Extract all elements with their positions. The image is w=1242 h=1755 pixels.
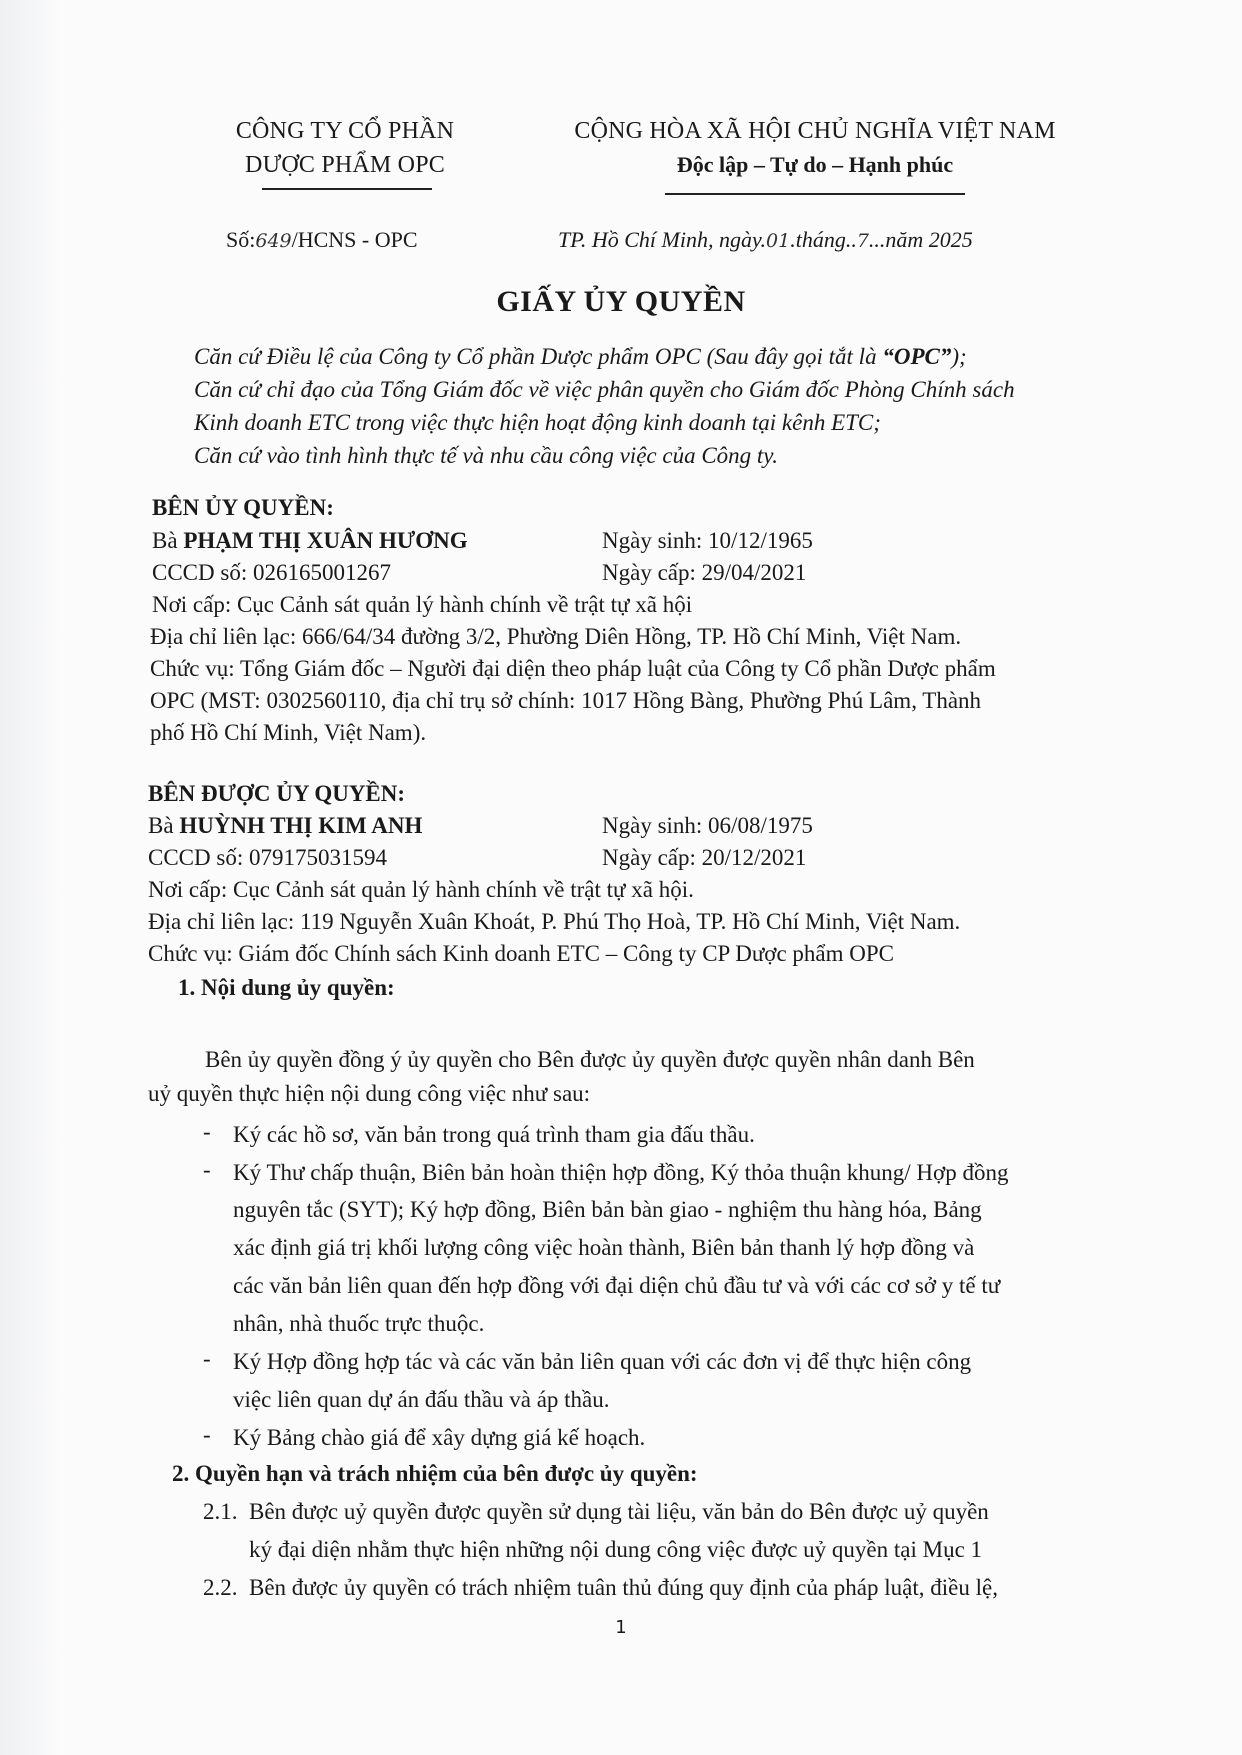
page-number: 1 [615, 1617, 627, 1638]
grantee-dob: Ngày sinh: 06/08/1975 [602, 813, 813, 838]
grantee-address: Địa chỉ liên lạc: 119 Nguyễn Xuân Khoát, P. Phú Thọ Hoà, TP. Hồ Chí Minh, Việt Nam. [148, 909, 961, 934]
company-name-line2: DƯỢC PHẨM OPC [245, 152, 445, 178]
grantor-address: Địa chỉ liên lạc: 666/64/34 đường 3/2, Phường Diên Hồng, TP. Hồ Chí Minh, Việt Nam. [150, 624, 962, 649]
bullet-2-line-5: nhân, nhà thuốc trực thuộc. [233, 1311, 485, 1336]
grantor-id: CCCD số: 026165001267 [152, 560, 391, 585]
doc-number-prefix: Số: [226, 227, 256, 252]
grantor-id-date: Ngày cấp: 29/04/2021 [602, 560, 807, 585]
national-header [520, 114, 1110, 182]
bullet-2-line-1: Ký Thư chấp thuận, Biên bản hoàn thiện hợp đồng, Ký thỏa thuận khung/ Hợp đồng [233, 1160, 1009, 1185]
section-2-heading: 2. Quyền hạn và trách nhiệm của bên được ủy quyền: [172, 1461, 698, 1486]
date-month-label: tháng [795, 227, 846, 252]
item-2-2-number: 2.2. [203, 1575, 238, 1600]
bullet-3-line-1: Ký Hợp đồng hợp tác và các văn bản liên quan với các đơn vị để thực hiện công [233, 1349, 972, 1374]
section-1-intro-line-2: uỷ quyền thực hiện nội dung công việc như sau: [148, 1081, 591, 1106]
document-title: GIẤY ỦY QUYỀN [496, 285, 746, 318]
bullet-1-line-1: Ký các hồ sơ, văn bản trong quá trình tham gia đấu thầu. [233, 1122, 755, 1147]
grantor-name: Bà PHẠM THỊ XUÂN HƯƠNG [152, 528, 468, 553]
grantee-id: CCCD số: 079175031594 [148, 845, 387, 870]
bullet-marker: - [203, 1157, 211, 1182]
bullet-2-line-4: các văn bản liên quan đến hợp đồng với đại diện chủ đầu tư và với các cơ sở y tế tư [233, 1273, 1001, 1298]
item-2-2-line-1: Bên được ủy quyền có trách nhiệm tuân thủ đúng quy định của pháp luật, điều lệ, [249, 1575, 998, 1600]
section-1-intro-line-1: Bên ủy quyền đồng ý ủy quyền cho Bên được ủy quyền được quyền nhân danh Bên [205, 1047, 975, 1072]
grantee-id-date: Ngày cấp: 20/12/2021 [602, 845, 807, 870]
bullet-3-line-2: việc liên quan dự án đấu thầu và áp thầu. [233, 1387, 610, 1412]
national-motto: Độc lập – Tự do – Hạnh phúc [676, 152, 954, 177]
grantor-dob: Ngày sinh: 10/12/1965 [602, 528, 813, 553]
grantor-issued-by: Nơi cấp: Cục Cảnh sát quản lý hành chính về trật tự xã hội [152, 592, 693, 617]
item-2-1-line-1: Bên được uỷ quyền được quyền sử dụng tài liệu, văn bản do Bên được uỷ quyền [249, 1499, 989, 1524]
grantee-name: Bà HUỲNH THỊ KIM ANH [148, 813, 423, 838]
scan-shadow [0, 0, 60, 1755]
bullet-marker: - [203, 1346, 211, 1371]
grantor-heading: BÊN ỦY QUYỀN: [152, 495, 334, 520]
date-place: TP. Hồ Chí Minh, ngày [558, 227, 761, 252]
item-2-1-number: 2.1. [203, 1499, 238, 1524]
basis-line-1: Căn cứ Điều lệ của Công ty Cổ phần Dược phẩm OPC (Sau đây gọi tắt là “OPC”); [194, 344, 967, 369]
date-line: TP. Hồ Chí Minh, ngày.01.tháng..7...năm 2025 [558, 227, 973, 252]
grantor-position-line-3: phố Hồ Chí Minh, Việt Nam). [150, 720, 427, 745]
grantor-position-line-1: Chức vụ: Tổng Giám đốc – Người đại diện theo pháp luật của Công ty Cổ phần Dược phẩm [150, 656, 996, 681]
bullet-2-line-3: xác định giá trị khối lượng công việc hoàn thành, Biên bản thanh lý hợp đồng và [233, 1235, 975, 1260]
national-title: CỘNG HÒA XÃ HỘI CHỦ NGHĨA VIỆT NAM [574, 118, 1056, 144]
bullet-marker: - [203, 1119, 211, 1144]
doc-number-suffix: /HCNS - OPC [291, 227, 418, 252]
section-1-heading: 1. Nội dung ủy quyền: [178, 975, 395, 1000]
date-year: năm 2025 [885, 227, 973, 252]
document-number [226, 227, 418, 253]
grantee-position: Chức vụ: Giám đốc Chính sách Kinh doanh ETC – Công ty CP Dược phẩm OPC [148, 941, 895, 966]
basis-line-3: Kinh doanh ETC trong việc thực hiện hoạt động kinh doanh tại kênh ETC; [194, 410, 881, 435]
company-name-line1: CÔNG TY CỔ PHẦN [235, 118, 455, 144]
grantee-issued-by: Nơi cấp: Cục Cảnh sát quản lý hành chính về trật tự xã hội. [148, 877, 694, 902]
bullet-2-line-2: nguyên tắc (SYT); Ký hợp đồng, Biên bản bàn giao - nghiệm thu hàng hóa, Bảng [233, 1197, 982, 1222]
motto-underline [665, 193, 965, 195]
basis-line-4: Căn cứ vào tình hình thực tế và nhu cầu công việc của Công ty. [194, 443, 778, 468]
date-day: 01 [766, 230, 791, 252]
bullet-marker: - [203, 1422, 211, 1447]
doc-number-handwritten: 649 [255, 230, 292, 252]
item-2-1-line-2: ký đại diện nhằm thực hiện những nội dung công việc được uỷ quyền tại Mục 1 [249, 1537, 983, 1562]
basis-line-2: Căn cứ chỉ đạo của Tổng Giám đốc về việc phân quyền cho Giám đốc Phòng Chính sách [194, 377, 1015, 402]
grantor-position-line-2: OPC (MST: 0302560110, địa chỉ trụ sở chính: 1017 Hồng Bàng, Phường Phú Lâm, Thành [150, 688, 982, 713]
grantee-heading: BÊN ĐƯỢC ỦY QUYỀN: [148, 781, 406, 806]
bullet-4-line-1: Ký Bảng chào giá để xây dựng giá kế hoạch. [233, 1425, 646, 1450]
date-month: 7 [856, 230, 869, 252]
company-underline [262, 188, 432, 190]
company-header [200, 114, 490, 182]
